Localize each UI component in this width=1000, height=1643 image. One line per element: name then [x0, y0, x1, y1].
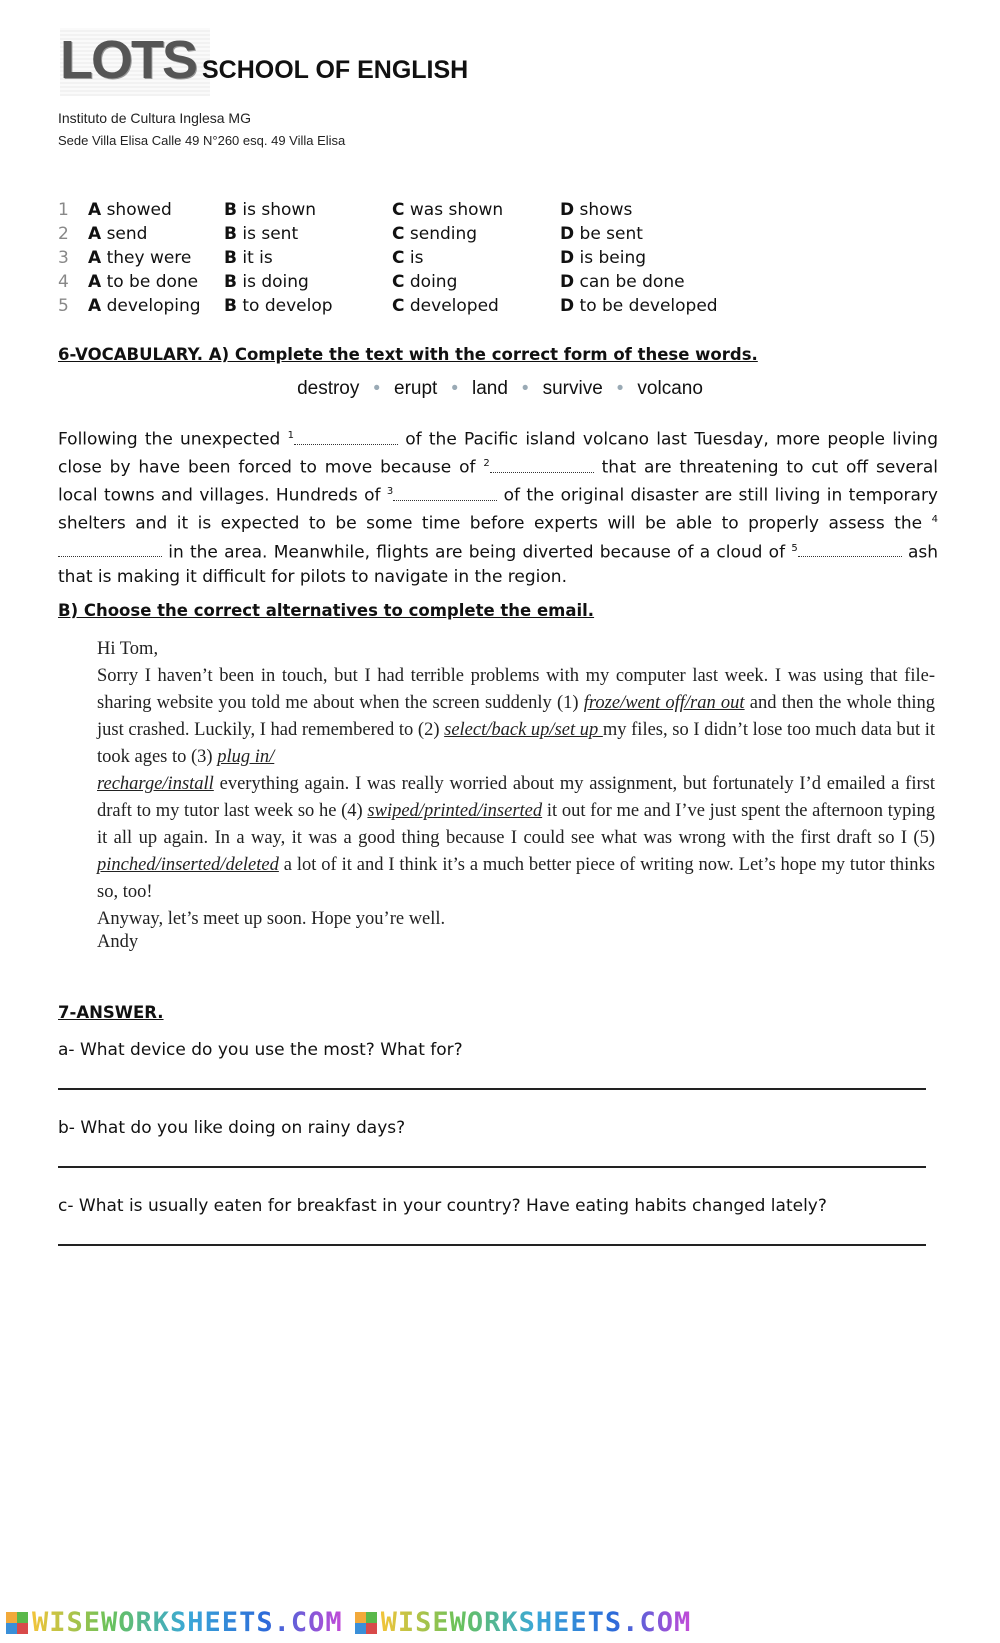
- option-a[interactable]: A showed: [88, 200, 172, 220]
- institute-name: Instituto de Cultura Inglesa MG: [58, 110, 251, 126]
- option-d[interactable]: D be sent: [560, 224, 643, 244]
- gap-blank-3[interactable]: [393, 486, 497, 501]
- gap-blank-4[interactable]: [58, 542, 162, 557]
- email-body: [97, 636, 935, 956]
- email-paragraph: Sorry I haven’t been in touch, but I had terrible problems with my computer last week. I was using that file-sharing website you told me about when the screen suddenly (1) froze/went off/ran out and then the whole thing just crashed. Luckily, I had remembered to (2) select/back up/set up my files, so I didn’t lose too much data but it took ages to (3) plug in/ recharge/install everything again. I was really worried about my assignment, but fortunately I’d emailed a first draft to my tutor last week so he (4) swiped/printed/inserted it out for me and I’ve just spent the afternoon typing it all up again. In a way, it was a good thing because I could see what was wrong with the first draft so I (5) pinched/inserted/deleted a lot of it and I think it’s a much better piece of writing now. Let’s hope my tutor thinks so, too!: [97, 666, 936, 902]
- bullet-icon: •: [616, 378, 624, 399]
- email-closing: Anyway, let’s meet up soon. Hope you’re well.: [97, 909, 446, 929]
- option-number: 3: [58, 248, 69, 268]
- school-name: SCHOOL OF ENGLISH: [202, 56, 469, 84]
- choice-3b[interactable]: recharge/install: [97, 774, 214, 794]
- answer-line-b[interactable]: [58, 1166, 926, 1168]
- option-d[interactable]: D shows: [560, 200, 633, 220]
- word-bank-item: volcano: [637, 378, 703, 399]
- gap-fill-text: Following the unexpected $^1$ of the Pacific island volcano last Tuesday, more people living close by have been forced to move because of $^2$ that are threatening to cut off several local towns and villages. Hundreds of $^3$ of the original disaster are still living in temporary shelters and it is expected to be some time before experts will be able to properly assess the $^4$ in the area. Meanwhile, flights are being diverted because of a cloud of $^5$ ash that is making it difficult for pilots to navigate in the region.: [58, 429, 939, 587]
- choice-4[interactable]: swiped/printed/inserted: [367, 801, 543, 821]
- question-b: b- What do you like doing on rainy days?: [58, 1118, 406, 1138]
- watermark-logo-icon: [6, 1612, 28, 1634]
- watermark-item: [355, 1607, 692, 1638]
- watermark-item: [6, 1607, 343, 1638]
- option-b[interactable]: B is shown: [224, 200, 317, 220]
- option-number: 2: [58, 224, 69, 244]
- option-number: 4: [58, 272, 69, 292]
- option-a[interactable]: A they were: [88, 248, 192, 268]
- option-c[interactable]: C was shown: [392, 200, 504, 220]
- option-d[interactable]: D is being: [560, 248, 647, 268]
- watermark-text: WISEWORKSHEETS.COM: [380, 1607, 692, 1638]
- bullet-icon: •: [451, 378, 458, 399]
- watermark-text: WISEWORKSHEETS.COM: [32, 1607, 343, 1638]
- footer-watermark: [0, 1602, 1000, 1643]
- choice-5[interactable]: pinched/inserted/deleted: [97, 855, 279, 875]
- word-bank-item: survive: [542, 378, 603, 399]
- choice-3a[interactable]: plug in/: [217, 747, 275, 767]
- choice-2[interactable]: select/back up/set up: [444, 720, 603, 740]
- choice-1[interactable]: froze/went off/ran out: [583, 693, 745, 713]
- option-d[interactable]: D to be developed: [560, 296, 718, 316]
- question-a: a- What device do you use the most? What for?: [58, 1040, 463, 1060]
- option-d[interactable]: D can be done: [560, 272, 685, 292]
- question-c: c- What is usually eaten for breakfast in your country? Have eating habits changed lately?: [58, 1196, 827, 1216]
- answer-line-a[interactable]: [58, 1088, 926, 1090]
- answer-line-c[interactable]: [58, 1244, 926, 1246]
- option-a[interactable]: A developing: [88, 296, 201, 316]
- option-b[interactable]: B is sent: [224, 224, 299, 244]
- option-number: 5: [58, 296, 69, 316]
- option-number: 1: [58, 200, 69, 220]
- option-b[interactable]: B to develop: [224, 296, 333, 316]
- option-c[interactable]: C is: [392, 248, 424, 268]
- option-a[interactable]: A send: [88, 224, 148, 244]
- bullet-icon: •: [521, 378, 529, 399]
- option-b[interactable]: B it is: [224, 248, 273, 268]
- option-b[interactable]: B is doing: [224, 272, 309, 292]
- logo-text: LOTS: [60, 30, 196, 90]
- gap-blank-1[interactable]: [294, 430, 398, 445]
- institute-address: Sede Villa Elisa Calle 49 N°260 esq. 49 Villa Elisa: [58, 133, 346, 148]
- word-bank-item: land: [472, 378, 508, 399]
- option-c[interactable]: C doing: [392, 272, 458, 292]
- watermark-logo-icon: [355, 1612, 377, 1634]
- word-bank-item: erupt: [394, 378, 438, 399]
- school-logo: [60, 28, 210, 96]
- email-signature: Andy: [97, 932, 139, 952]
- option-c[interactable]: C sending: [392, 224, 478, 244]
- bullet-icon: •: [373, 378, 381, 399]
- word-bank-item: destroy: [297, 378, 360, 399]
- email-greeting: Hi Tom,: [97, 639, 159, 659]
- option-a[interactable]: A to be done: [88, 272, 199, 292]
- vocabulary-heading: 6-VOCABULARY. A) Complete the text with the correct form of these words.: [58, 345, 758, 364]
- answer-heading: 7-ANSWER.: [58, 1003, 164, 1022]
- gap-blank-2[interactable]: [490, 458, 594, 473]
- email-heading: B) Choose the correct alternatives to complete the email.: [58, 601, 595, 620]
- word-bank: [0, 378, 1000, 400]
- gap-blank-5[interactable]: [798, 542, 902, 557]
- option-c[interactable]: C developed: [392, 296, 499, 316]
